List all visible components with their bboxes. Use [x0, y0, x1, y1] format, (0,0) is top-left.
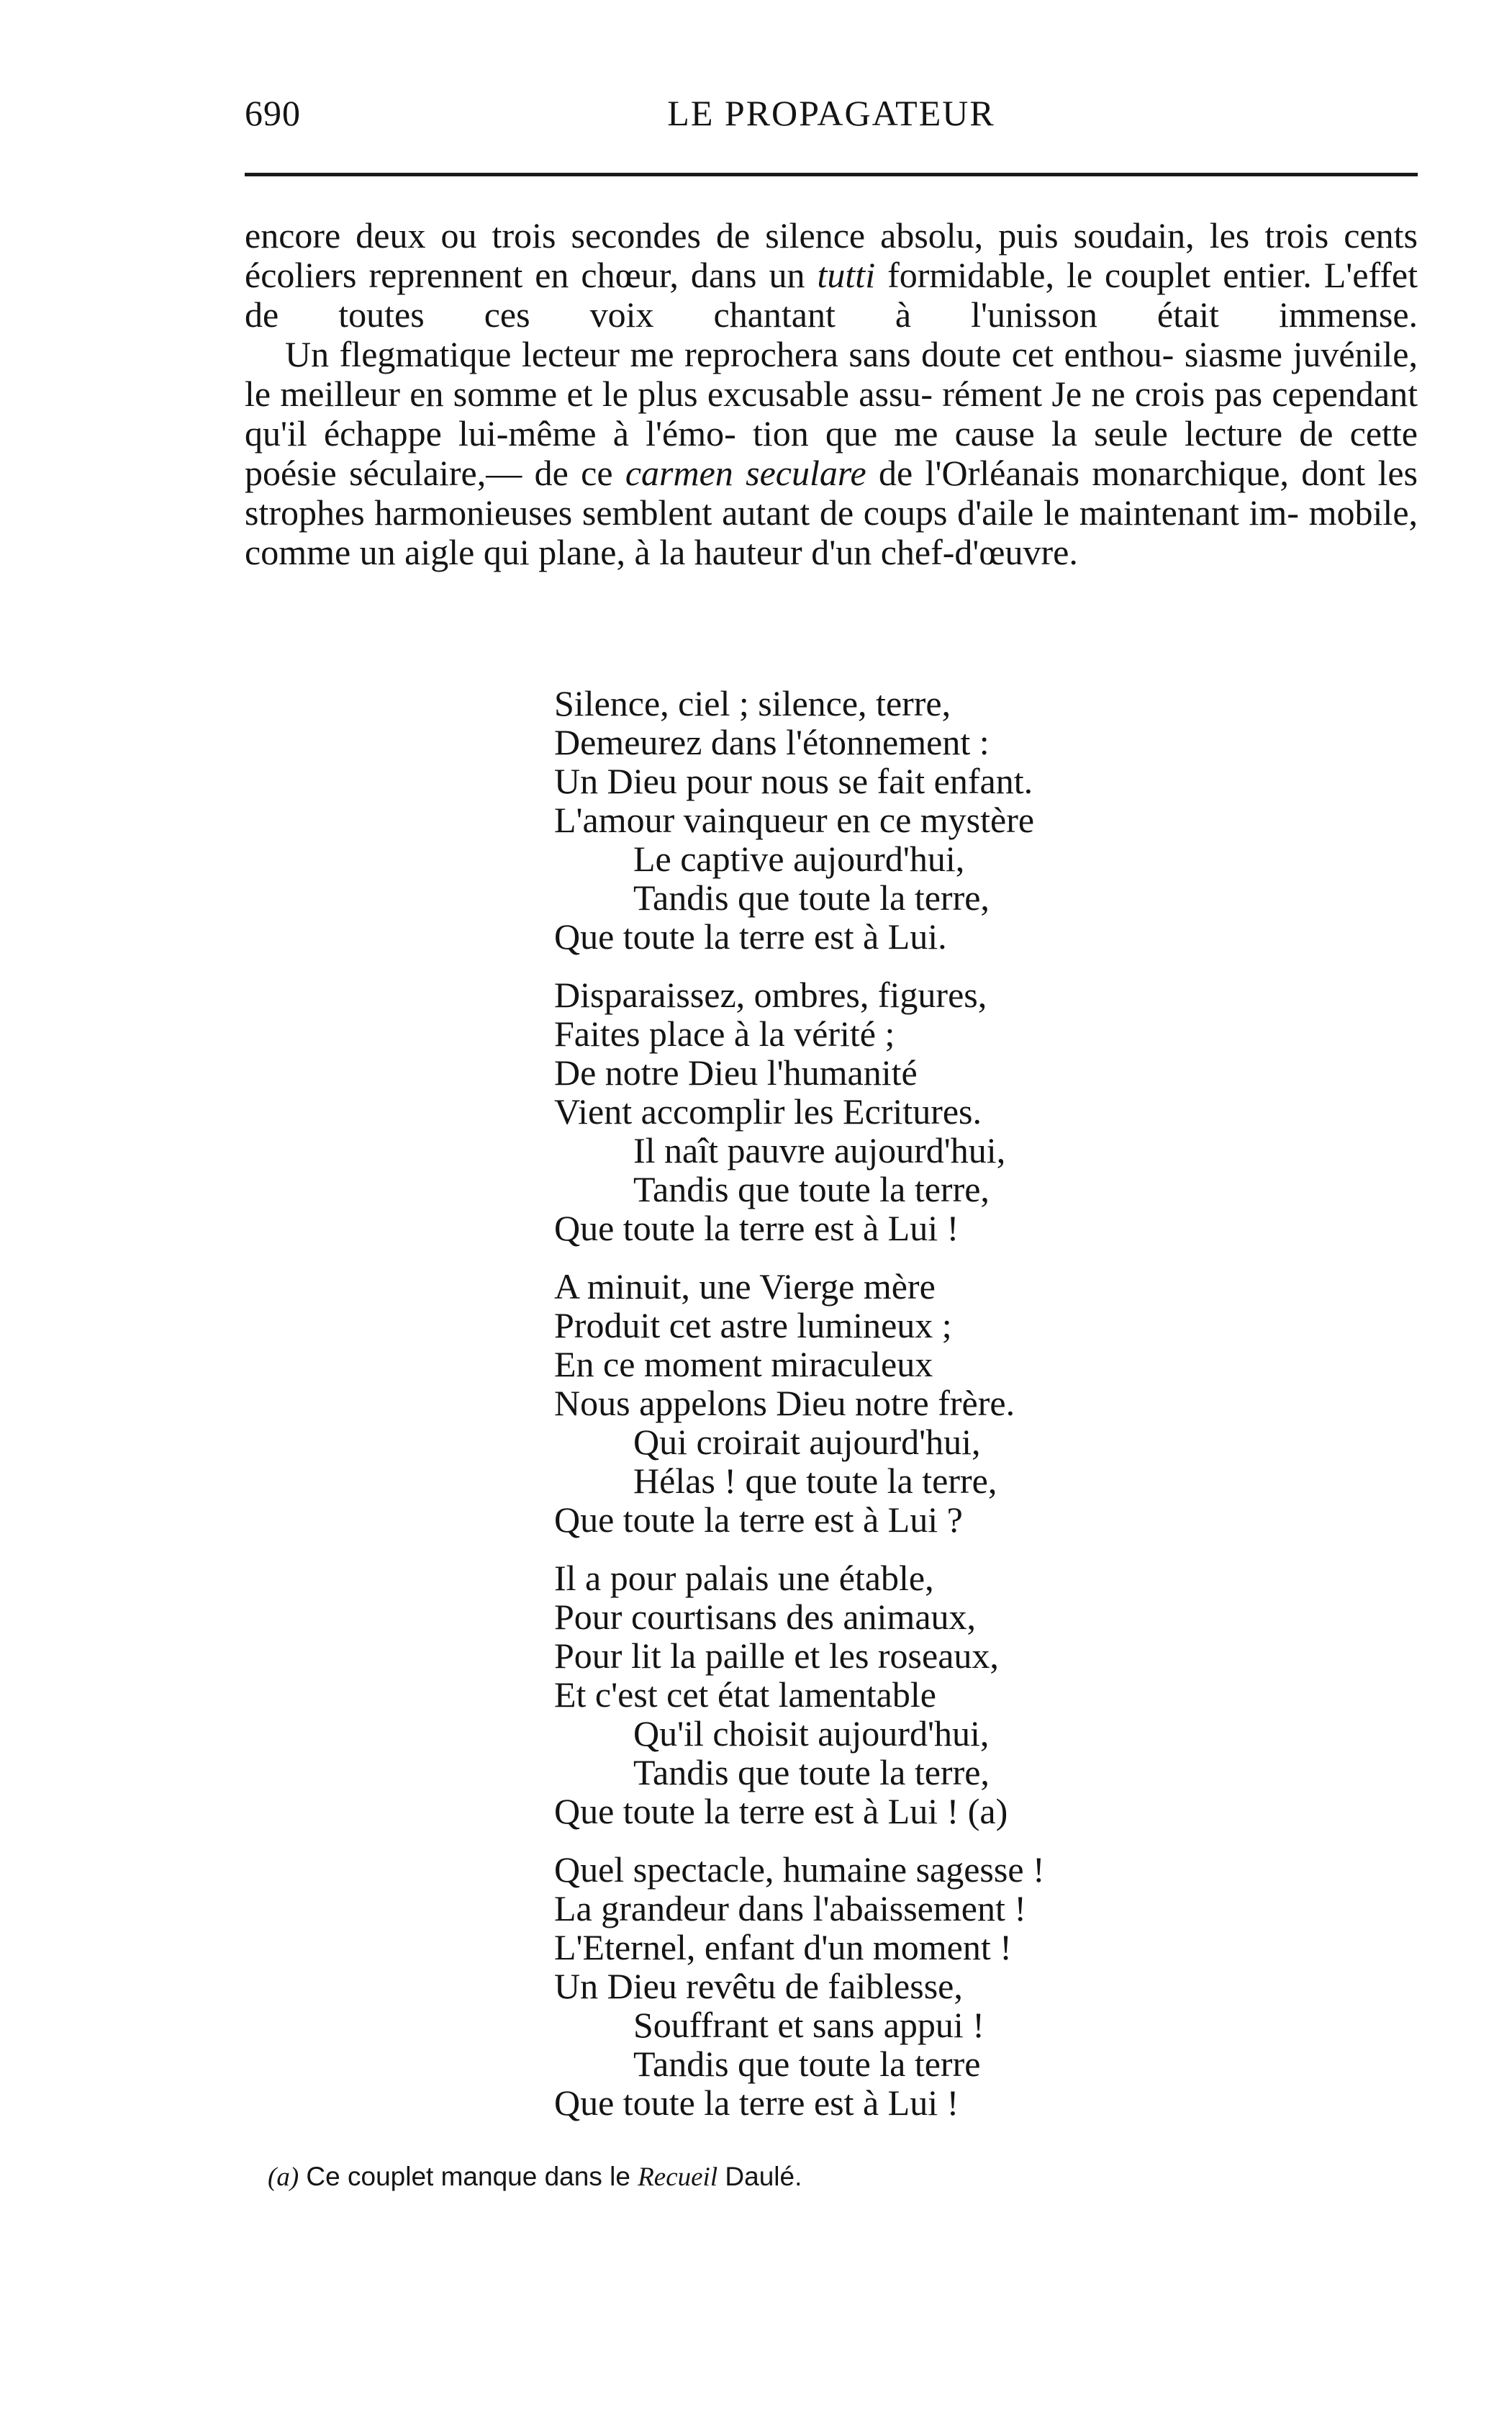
italic-term: carmen seculare	[625, 453, 866, 493]
text-line: encore deux ou trois secondes de silence absolu, puis soudain, les	[245, 215, 1250, 256]
verse-line: Tandis que toute la terre,	[633, 1752, 990, 1792]
text-line: rément Je ne crois pas cependant qu'il échappe lui-même à l'émo-	[245, 374, 1418, 454]
verse-line: Hélas ! que toute la terre,	[633, 1461, 997, 1501]
footnote-text: Ce couplet manque dans le	[299, 2162, 638, 2191]
stanza	[554, 1267, 1310, 1539]
verse-line: Un Dieu revêtu de faiblesse,	[554, 1966, 963, 2006]
verse-line: Un Dieu pour nous se fait enfant.	[554, 761, 1033, 801]
footnote-text-end: Daulé.	[717, 2162, 802, 2191]
verse-line: Disparaissez, ombres, figures,	[554, 975, 987, 1015]
text-line: siasme juvénile, le meilleur en somme et le plus excusable assu-	[245, 334, 1418, 414]
verse-line: Que toute la terre est à Lui ! (a)	[554, 1791, 1008, 1831]
poem	[554, 684, 1310, 2142]
verse-line: Il a pour palais une étable,	[554, 1558, 934, 1598]
verse-line: Tandis que toute la terre,	[633, 877, 990, 918]
verse-line: A minuit, une Vierge mère	[554, 1266, 936, 1307]
running-head: LE PROPAGATEUR	[667, 93, 995, 133]
footnote	[268, 2161, 1390, 2193]
verse-line: Pour courtisans des animaux,	[554, 1597, 977, 1637]
text-line: trois cents écoliers reprennent en chœur, dans un	[245, 215, 1418, 295]
header-rule	[245, 173, 1418, 176]
page-header	[245, 92, 1418, 138]
verse-line: Souffrant et sans appui !	[633, 2005, 984, 2045]
verse-line: Vient accomplir les Ecritures.	[554, 1091, 982, 1132]
footnote-mark: (a)	[268, 2162, 299, 2192]
text-line: tion que me cause la seule lecture de cette poésie séculaire,— de	[245, 413, 1418, 493]
text-line: le couplet entier. L'effet de toutes ces voix chantant à l'unisson	[245, 255, 1418, 335]
verse-line: Quel spectacle, humaine sagesse !	[554, 1849, 1045, 1890]
text-line: formidable,	[875, 255, 1054, 295]
footnote-title: Recueil	[638, 2162, 718, 2192]
text-line: était immense.	[1156, 294, 1418, 335]
verse-line: Silence, ciel ; silence, terre,	[554, 683, 951, 723]
text-line: Un flegmatique lecteur me reprochera sans doute cet enthou-	[285, 334, 1174, 374]
verse-line: Demeurez dans l'étonnement :	[554, 722, 990, 762]
verse-line: Nous appelons Dieu notre frère.	[554, 1383, 1015, 1423]
verse-line: Qui croirait aujourd'hui,	[633, 1422, 981, 1462]
verse-line: Tandis que toute la terre,	[633, 1169, 990, 1209]
verse-line: De notre Dieu l'humanité	[554, 1052, 918, 1093]
verse-line: Que toute la terre est à Lui ?	[554, 1499, 963, 1540]
verse-line: L'amour vainqueur en ce mystère	[554, 800, 1035, 840]
verse-line: Pour lit la paille et les roseaux,	[554, 1635, 999, 1676]
verse-line: Que toute la terre est à Lui !	[554, 2083, 959, 2123]
verse-line: Tandis que toute la terre	[633, 2044, 981, 2084]
verse-line: Faites place à la vérité ;	[554, 1014, 895, 1054]
text-line: mobile, comme un aigle qui plane, à la hauteur d'un chef-d'œuvre.	[245, 492, 1418, 572]
stanza	[554, 684, 1310, 956]
text-line: ce	[581, 453, 625, 493]
verse-line: Le captive aujourd'hui,	[633, 839, 965, 879]
verse-line: Qu'il choisit aujourd'hui,	[633, 1713, 990, 1754]
verse-line: Que toute la terre est à Lui !	[554, 1208, 959, 1248]
italic-term: tutti	[817, 255, 876, 295]
prose-body	[245, 216, 1418, 572]
stanza	[554, 975, 1310, 1247]
paragraph	[245, 335, 1418, 572]
verse-line: Et c'est cet état lamentable	[554, 1674, 936, 1715]
verse-line: L'Eternel, enfant d'un moment !	[554, 1927, 1012, 1967]
verse-line: Il naît pauvre aujourd'hui,	[633, 1130, 1006, 1170]
stanza	[554, 1558, 1310, 1831]
paragraph	[245, 216, 1418, 335]
page-number: 690	[245, 93, 301, 133]
text-line: de l'Orléanais monarchique, dont les strophes	[245, 453, 1418, 533]
verse-line: Que toute la terre est à Lui.	[554, 916, 947, 957]
text-line: harmonieuses semblent autant de coups d'aile le maintenant im-	[374, 492, 1299, 533]
verse-line: Produit cet astre lumineux ;	[554, 1305, 952, 1345]
verse-line: En ce moment miraculeux	[554, 1344, 933, 1384]
verse-line: La grandeur dans l'abaissement !	[554, 1888, 1026, 1928]
stanza	[554, 1850, 1310, 2122]
